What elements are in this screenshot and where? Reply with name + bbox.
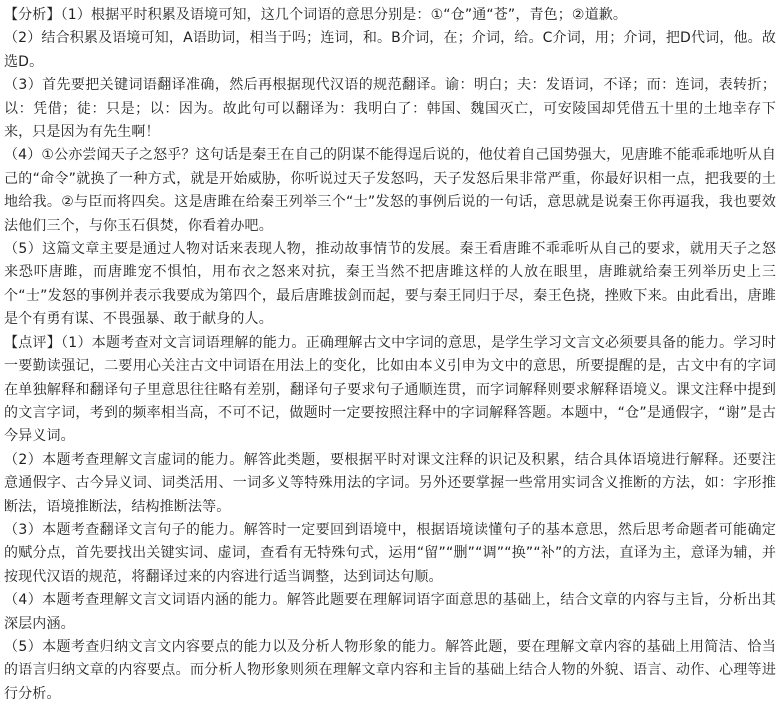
comment-item-4: （4）本题考查理解文言文词语内涵的能力。解答此题要在理解词语字面意思的基础上，结合文章的内容与主旨，分析出其深层内涵。 [4,592,776,632]
comment-item-3: （3）本题考查翻译文言句子的能力。解答时一定要回到语境中，根据语境读懂句子的基本意思，然后思考命题者可能确定的赋分点，首先要找出关键实词、虚词，查看有无特殊句式，运用“留”“删”“调”“换”“补”的方法，直译为主，意译为辅，并按现代汉语的规范，将翻译过来的内容进行适当调整，达到词达句顺。 [4,521,776,585]
analysis-item-5: （5）这篇文章主要是通过人物对话来表现人物，推动故事情节的发展。秦王看唐雎不乖乖听从自己的要求，就用天子之怒来恐吓唐雎，而唐雎宠不惧怕，用布衣之怒来对抗，秦王当然不把唐雎这样的人放在眼里，唐雎就给秦王列举历史上三个“士”发怒的事例并表示我要成为第四个，最后唐雎拔剑而起，要与秦王同归于尽，秦王色挠，挫败下来。由此看出，唐雎是个有勇有谋、不畏强暴、敢于献身的人。 [4,241,776,328]
analysis-item-text: （1）根据平时积累及语境可知，这几个词语的意思分别是：①“仓”通“苍”，青色；②道歉。 [60,7,628,23]
comment-item-text: （1）本题考查对文言词语理解的能力。正确理解古文中字词的意思，是学生学习文言文必须要具备的能力。学习时一要勤读强记，二要用心关注古文中词语在用法上的变化，比如由本义引申为文中的意思，所要提醒的是，古文中有的字词在单独解释和翻译句子里意思往往略有差别，翻译句子要求句子通顺连贯，而字词解释则要求解释语境义。课文注释中提到的文言字词，考到的频率相当高，不可不记，做题时一定要按照注释中的字词解释答题。本题中，“仓”是通假字，“谢”是古今异义词。 [4,334,776,445]
analysis-item-2: （2）结合积累及语境可知，A语助词，相当于吗；连词，和。B介词，在；介词，给。C介词，用；介词，把D代词，他。故选D。 [4,30,776,70]
analysis-item-3: （3）首先要把关键词语翻译准确，然后再根据现代汉语的规范翻译。谕：明白；夫：发语词，不译；而：连词，表转折；以：凭借；徒：只是；以：因为。故此句可以翻译为：我明白了：韩国、魏国灭亡，可安陵国却凭借五十里的土地幸存下来，只是因为有先生啊！ [4,77,776,141]
comment-tag: 【点评】 [4,334,62,351]
analysis-item-1 [4,4,776,27]
comment-item-5: （5）本题考查归纳文言文内容要点的能力以及分析人物形象的能力。解答此题，要在理解文章内容的基础上用简洁、恰当的语言归纳文章的内容要点。而分析人物形象则须在理解文章内容和主旨的基础上结合人物的外貌、语言、动作、心理等进行分析。 [4,638,776,702]
comment-item-1 [4,332,776,449]
analysis-item-4: （4）①公亦尝闻天子之怒乎？这句话是秦王在自己的阴谋不能得逞后说的，他仗着自己国势强大，见唐雎不能乖乖地听从自己的“命令”就换了一种方式，就是开始威胁，你听说过天子发怒吗，天子发怒后果非常严重，你最好识相一点，把我要的土地给我。②与臣而将四矣。这是唐雎在给秦王列举三个“士”发怒的事例后说的一句话，意思就是说秦王你再逼我，我也要效法他们三个，与你玉石俱焚，你看着办吧。 [4,147,776,234]
analysis-tag: 【分析】 [4,7,61,23]
comment-item-2: （2）本题考查理解文言虚词的能力。解答此类题，要根据平时对课文注释的识记及积累，结合具体语境进行解释。还要注意通假字、古今异义词、词类活用、一词多义等特殊用法的字词。另外还要掌握一些常用实词含义推断的方法，如：字形推断法，语境推断法，结构推断法等。 [4,451,776,515]
